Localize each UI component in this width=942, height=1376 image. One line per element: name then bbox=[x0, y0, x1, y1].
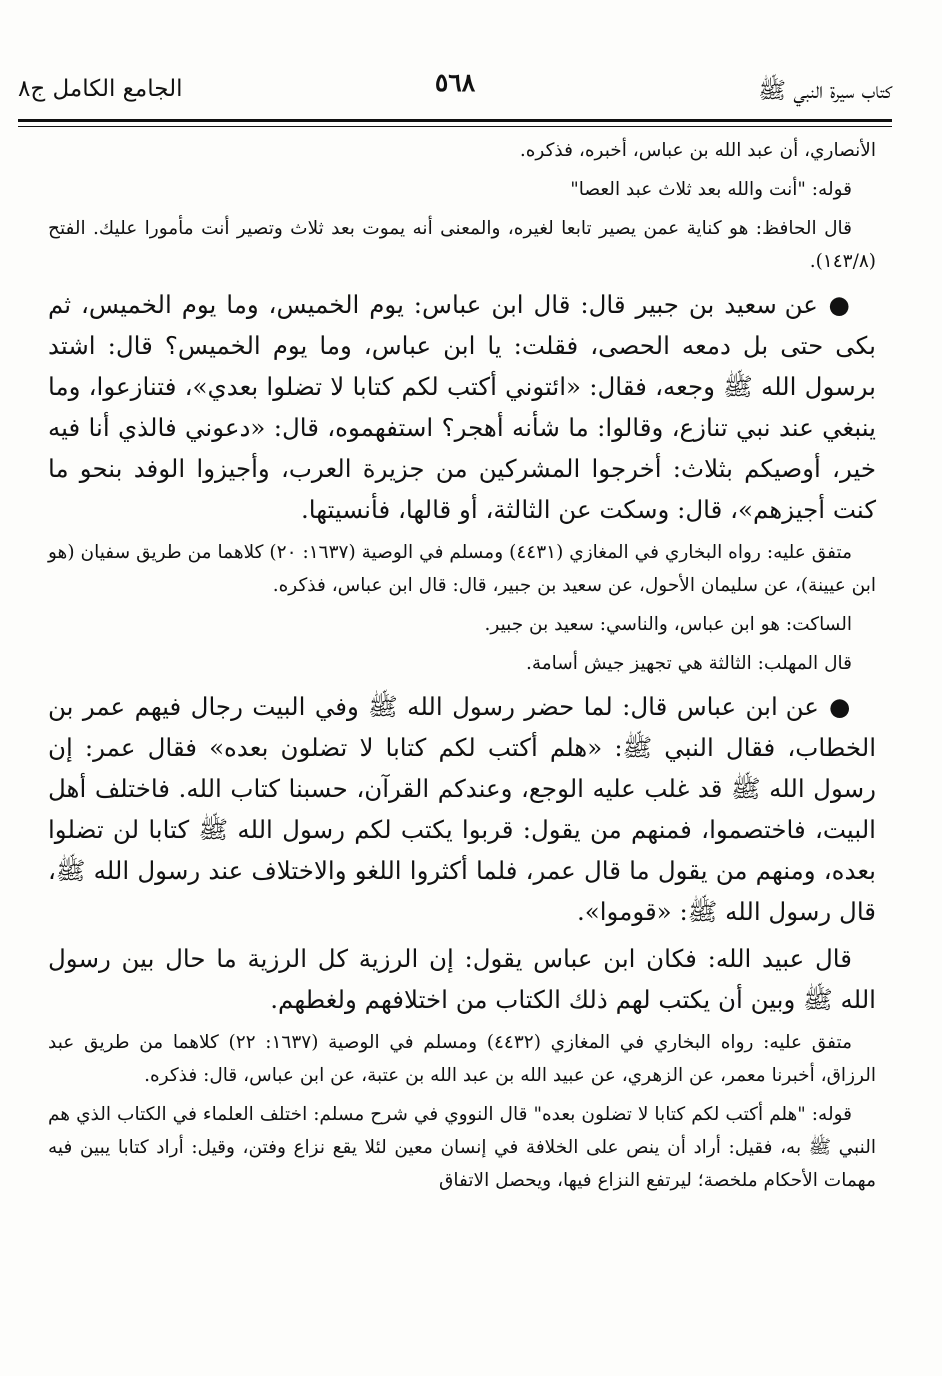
hadith-paragraph bbox=[48, 938, 876, 1020]
running-header bbox=[18, 52, 892, 110]
book-section-title: كتاب سيرة النبي ﷺ bbox=[758, 78, 892, 104]
page-number: ٥٦٨ bbox=[434, 68, 476, 97]
commentary-paragraph bbox=[48, 608, 876, 641]
paragraph-text: قال عبيد الله: فكان ابن عباس يقول: إن الرزية كل الرزية ما حال بين رسول الله ﷺ وبين أن يكتب لهم ذلك الكتاب من اختلافهم ولغطهم. bbox=[48, 944, 876, 1014]
paragraph-text: قال الحافظ: هو كناية عمن يصير تابعا لغيره، والمعنى أنه يموت بعد ثلاث وتصير أنت مأمورا عليك. الفتح (١٤٣/٨). bbox=[48, 218, 876, 272]
commentary-paragraph bbox=[48, 647, 876, 680]
commentary-paragraph bbox=[48, 1098, 876, 1197]
hadith-paragraph bbox=[48, 284, 876, 530]
paragraph-text: عن ابن عباس قال: لما حضر رسول الله ﷺ وفي البيت رجال فيهم عمر بن الخطاب، فقال النبي ﷺ: «هلم أكتب لكم كتابا لا تضلون بعده» فقال عمر: إن رسول الله ﷺ قد غلب عليه الوجع، وعندكم القرآن، حسبنا كتاب الله. فاختلف أهل البيت، فاختصموا، فمنهم من يقول: قربوا يكتب لكم رسول الله ﷺ كتابا لن تضلوا بعده، ومنهم من يقول ما قال عمر، فلما أكثروا اللغو والاختلاف عند رسول الله ﷺ، قال رسول الله ﷺ: «قوموا». bbox=[48, 692, 876, 926]
header-rule-thick bbox=[18, 119, 892, 122]
paragraph-text: متفق عليه: رواه البخاري في المغازي (٤٤٣٢) ومسلم في الوصية (١٦٣٧: ٢٢) كلاهما من طريق عبد الرزاق، أخبرنا معمر، عن الزهري، عن عبيد الله بن عبد الله بن عتبة، عن ابن عباس، قال: فذكره. bbox=[48, 1032, 876, 1086]
paragraph-text: متفق عليه: رواه البخاري في المغازي (٤٤٣١) ومسلم في الوصية (١٦٣٧: ٢٠) كلاهما من طريق سفيان (هو ابن عيينة)، عن سليمان الأحول، عن سعيد بن جبير، قال: قال ابن عباس، فذكره. bbox=[48, 542, 876, 596]
paragraph-text: الأنصاري، أن عبد الله بن عباس، أخبره، فذكره. bbox=[519, 140, 876, 161]
bullet-icon: ● bbox=[817, 290, 852, 319]
commentary-paragraph bbox=[48, 536, 876, 602]
commentary-paragraph bbox=[48, 212, 876, 278]
commentary-paragraph bbox=[48, 173, 876, 206]
paragraph-text: الساكت: هو ابن عباس، والناسي: سعيد بن جبير. bbox=[484, 614, 852, 635]
paragraph-text: عن سعيد بن جبير قال: قال ابن عباس: يوم الخميس، وما يوم الخميس، ثم بكى حتى بل دمعه الحصى، فقلت: يا ابن عباس، وما يوم الخميس؟ قال: اشتد برسول الله ﷺ وجعه، فقال: «ائتوني أكتب لكم كتابا لا تضلوا بعدي»، فتنازعوا، وما ينبغي عند نبي تنازع، وقالوا: ما شأنه أهجر؟ استفهموه، قال: «دعوني فالذي أنا فيه خير، أوصيكم بثلاث: أخرجوا المشركين من جزيرة العرب، وأجيزوا الوفد بنحو ما كنت أجيزهم»، قال: وسكت عن الثالثة، أو قالها، فأنسيتها. bbox=[48, 290, 876, 524]
bullet-icon: ● bbox=[818, 692, 852, 721]
paragraph-text: قوله: "هلم أكتب لكم كتابا لا تضلون بعده" قال النووي في شرح مسلم: اختلف العلماء في الكتاب الذي هم النبي ﷺ به، فقيل: أراد أن ينص على الخلافة في إنسان معين لئلا يقع نزاع وفتن، وقيل: أراد كتابا يبين فيه مهمات الأحكام ملخصة؛ ليرتفع النزاع فيها، ويحصل الاتفاق bbox=[48, 1104, 876, 1191]
paragraph-text: قوله: "أنت والله بعد ثلاث عبد العصا" bbox=[570, 179, 852, 200]
commentary-paragraph bbox=[48, 134, 876, 167]
body-text bbox=[48, 134, 876, 1197]
hadith-paragraph bbox=[48, 686, 876, 932]
header-rule-thin bbox=[18, 126, 892, 127]
commentary-paragraph bbox=[48, 1026, 876, 1092]
volume-title: الجامع الكامل ج٨ bbox=[18, 76, 183, 102]
paragraph-text: قال المهلب: الثالثة هي تجهيز جيش أسامة. bbox=[525, 653, 852, 674]
